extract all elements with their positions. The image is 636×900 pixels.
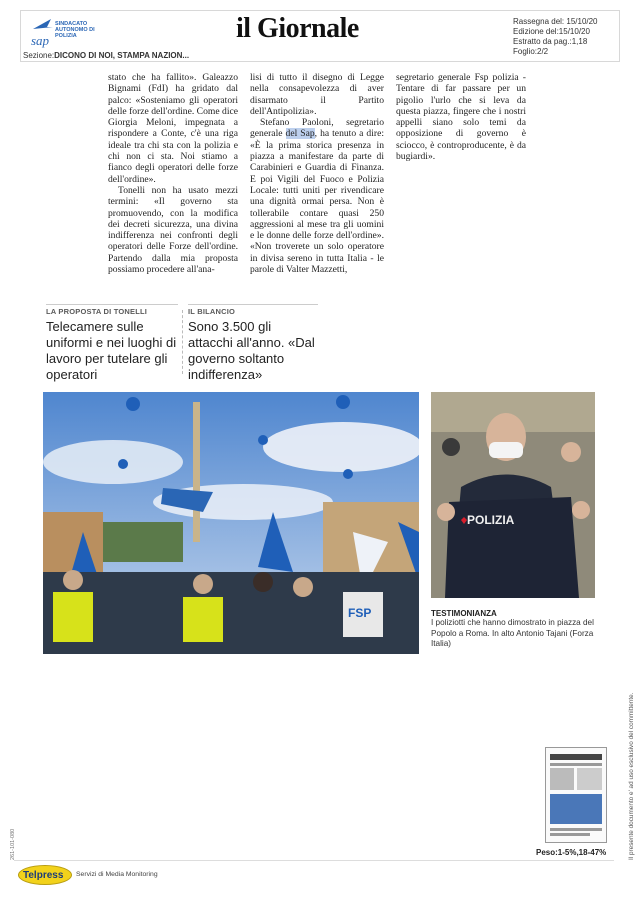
sap-emblem-icon [29, 15, 55, 49]
svg-text:sap: sap [31, 33, 50, 48]
page-footer [14, 860, 614, 888]
article-column-2 [250, 72, 384, 275]
rassegna-date: Rassegna del: 15/10/20 [513, 17, 598, 26]
caption-kicker: TESTIMONIANZA [431, 609, 497, 618]
section-label: Sezione:DICONO DI NOI, STAMPA NAZION... [23, 51, 190, 60]
page-thumbnail [545, 747, 607, 843]
newspaper-title: il Giornale [236, 13, 359, 44]
page-thumbnail-illustration [546, 748, 606, 842]
caption-text: I poliziotti che hanno dimostrato in piazza del Popolo a Roma. In alto Antonio Tajani (Forza Italia) [431, 618, 594, 648]
article-paragraph: stato che ha fallito». Galeazzo Bignami (FdI) ha gridato dal palco: «Sosteniamo gli operatori delle forze dell'ordine. Come dice Giorgia Meloni, impegnata a rispondere a Conte, c'è una riga ideale tra chi sta con la polizia e chi non ci sta. Noi stiamo a fianco degli operatori delle forze dell'ordine». [108, 72, 238, 185]
foglio: Foglio:2/2 [513, 47, 549, 56]
box-divider [182, 310, 183, 374]
box-headline: Sono 3.500 gli attacchi all'anno. «Dal governo soltanto indifferenza» [188, 319, 315, 382]
press-metadata [513, 17, 613, 57]
document-code: 261-101-080 [10, 828, 16, 860]
highlighted-text: del Sap [285, 128, 315, 140]
edizione-date: Edizione del:15/10/20 [513, 27, 590, 36]
photo-caption [431, 609, 595, 650]
box-headline: Telecamere sulle uniformi e nei luoghi di lavoro per tutelare gli operatori [46, 319, 177, 382]
telpress-logo: Telpress [18, 865, 72, 885]
box-kicker: LA PROPOSTA DI TONELLI [46, 307, 148, 316]
box-proposta [46, 304, 178, 383]
article-paragraph: Stefano Paoloni, segretario generale del Sap, ha tenuto a dire: «È la prima storica presenza in piazza a manifestare da parte di Carabinieri e Guardia di Finanza. E poi Vigili del Fuoco e Polizia Locale: tutti uniti per rivendicare una dignità ormai persa. Non è tollerabile contare quasi 250 aggressioni al mese tra gli uomini e le donne delle forze dell'ordine». «Non troverete un solo operatore in divisa sereno in tutta Italia - le parole di Valter Mazzetti, [250, 117, 385, 276]
box-bilancio [188, 304, 318, 383]
footer-services: Servizi di Media Monitoring [76, 871, 158, 878]
article-paragraph: Tonelli non ha usato mezzi termini: «Il governo sta promuovendo, con la modifica dei decreti sicurezza, una divina indifferenza nei confronti degli operatori delle Forze dell'ordine. Partendo dalla mia proposta possiamo procedere all'ana- [108, 184, 238, 276]
page-header [20, 10, 620, 62]
tajani-photo-illustration [431, 392, 595, 598]
protest-photo [43, 392, 419, 654]
svg-text:FSP: FSP [348, 606, 372, 620]
estratto-pages: Estratto da pag.:1,18 [513, 37, 588, 46]
protest-photo-illustration [43, 392, 419, 654]
sap-logo [29, 15, 119, 49]
peso-label: Peso:1-5%,18-47% [536, 848, 607, 857]
logo-text: SINDACATO AUTONOMO DI POLIZIA [55, 21, 95, 39]
tajani-photo [431, 392, 595, 598]
article-paragraph: lisi di tutto il disegno di Legge nella consapevolezza di aver disarmato il Partito dell'Antipolizia». [250, 72, 384, 117]
article-column-1 [108, 72, 238, 275]
copyright-note: Il presente documento e' ad uso esclusivo del committente. [628, 692, 635, 860]
box-kicker: IL BILANCIO [188, 307, 236, 316]
svg-text:POLIZIA: POLIZIA [467, 513, 515, 527]
article-column-3 [396, 72, 526, 162]
article-paragraph: segretario generale Fsp polizia - Tentare di far passare per un pigolio l'urlo che si leva da questa piazza, fingere che i nostri appelli siano solo temi da opposizione di governo è sciocco, è controproducente, è da bugiardi». [396, 72, 526, 163]
